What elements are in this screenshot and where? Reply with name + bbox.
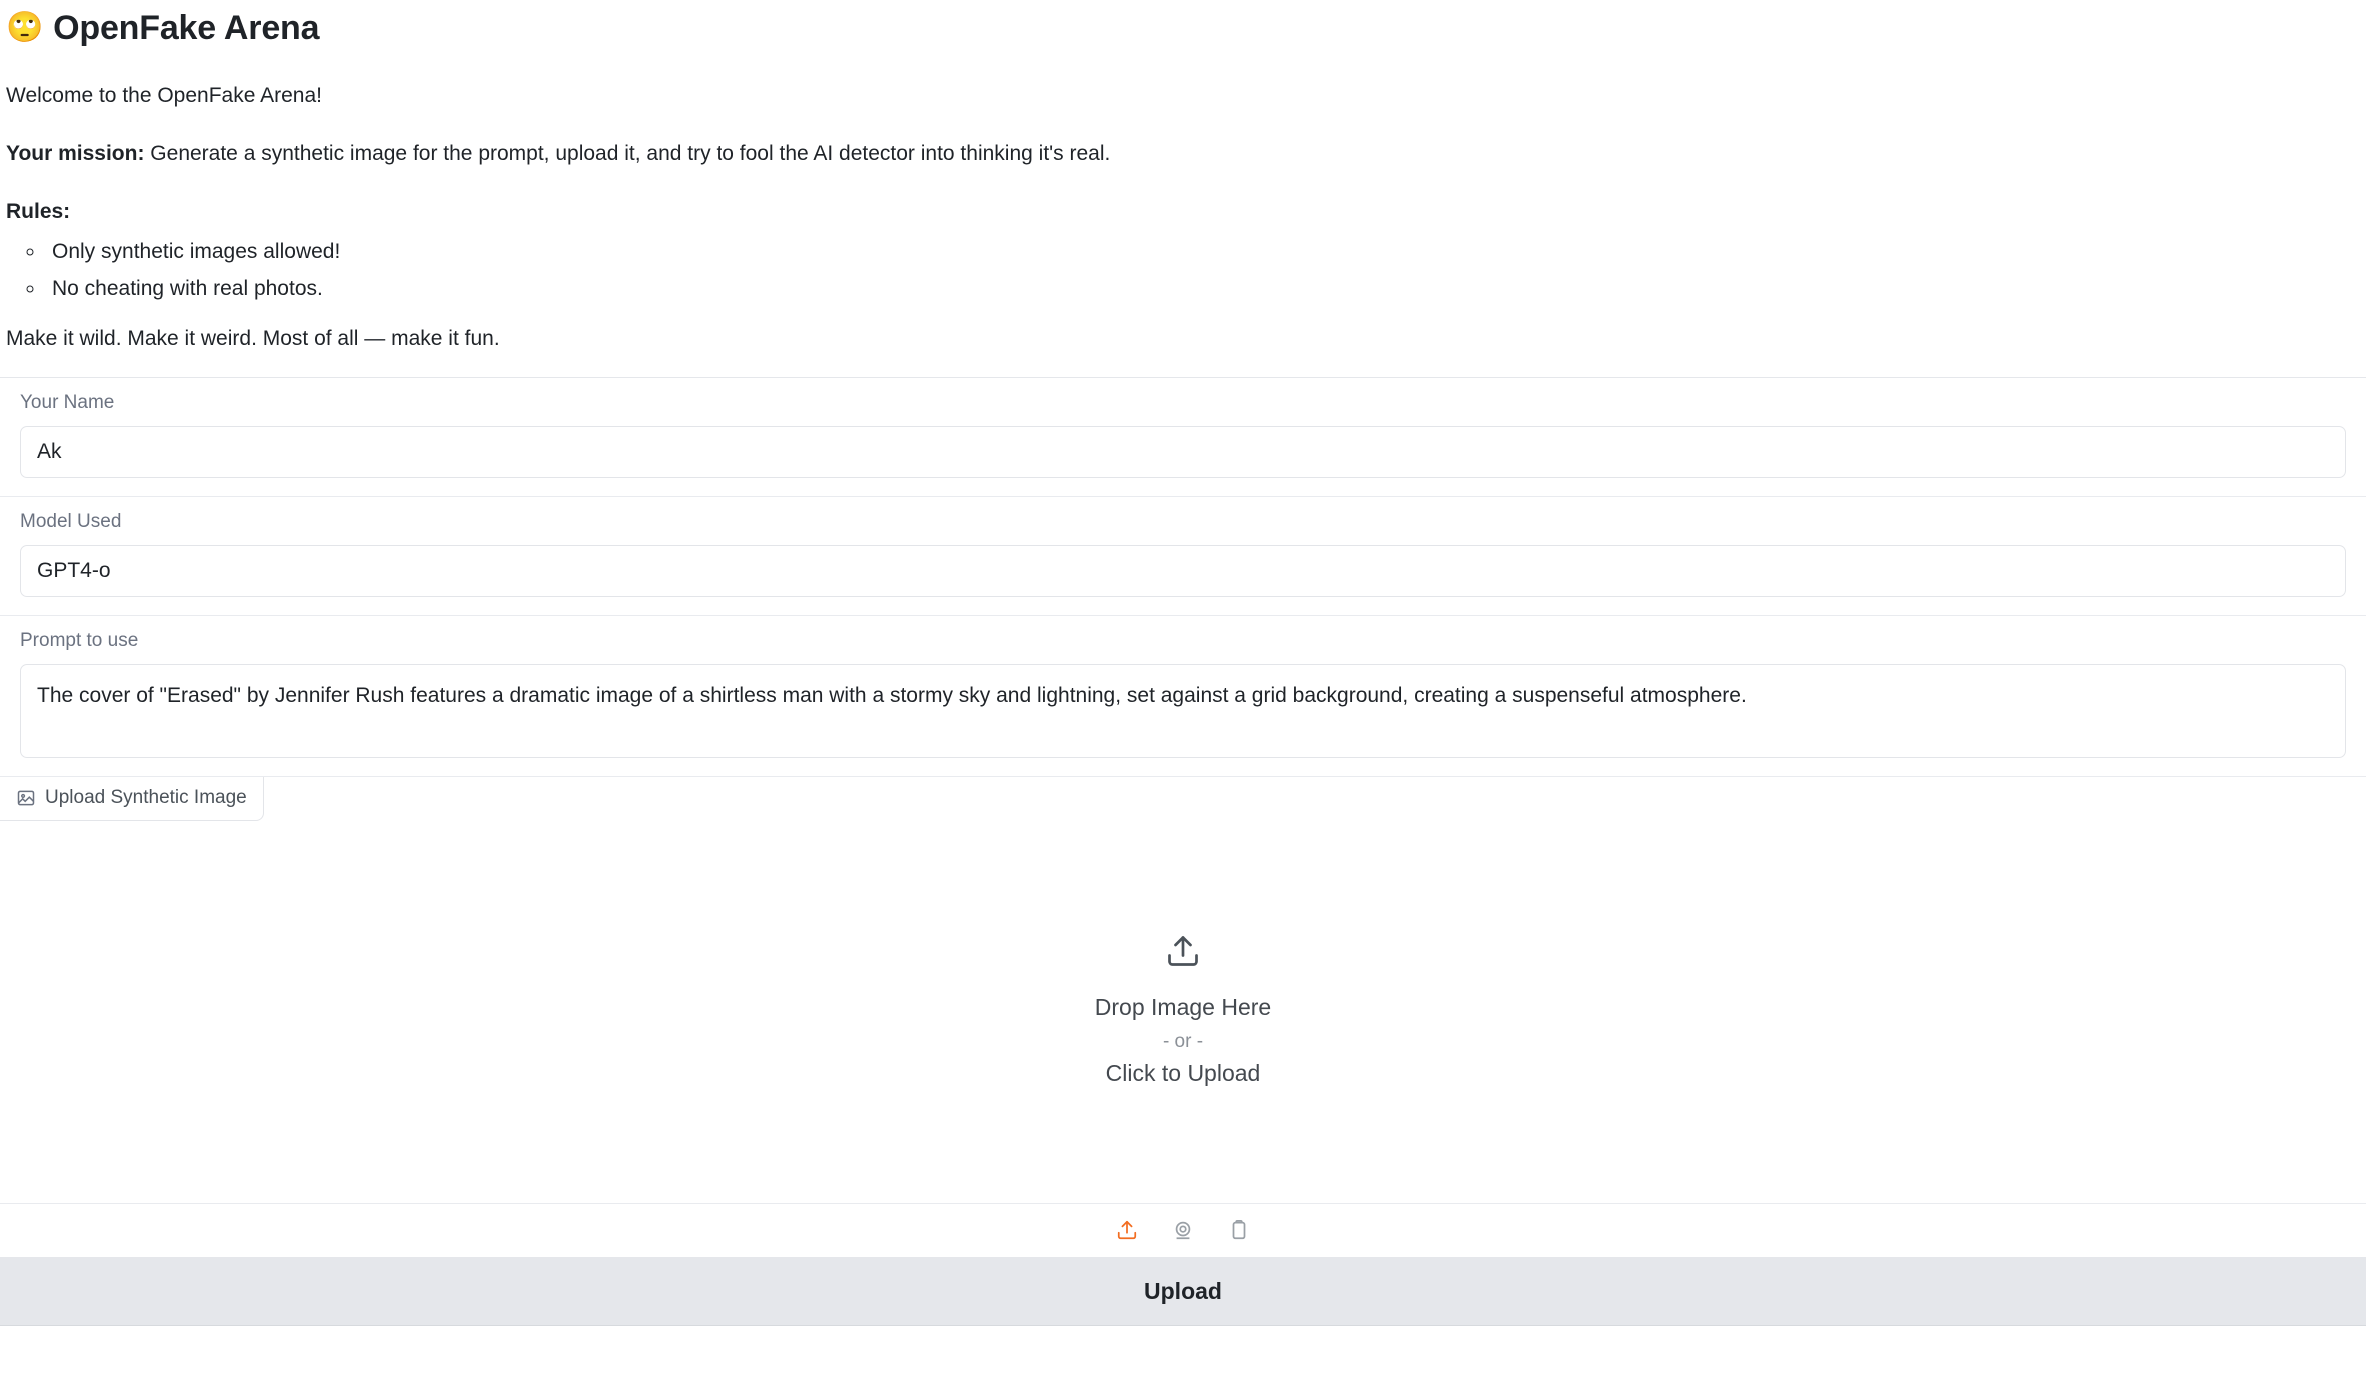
dropzone-main-text: Drop Image Here bbox=[1094, 994, 1272, 1021]
app-root bbox=[0, 8, 2366, 1326]
rules-list bbox=[6, 240, 2360, 301]
model-field-block bbox=[0, 497, 2366, 616]
upload-source-bar bbox=[0, 1203, 2366, 1257]
page-title bbox=[6, 8, 2360, 49]
upload-section bbox=[0, 777, 2366, 1258]
intro-section bbox=[0, 8, 2366, 351]
webcam-source-button[interactable] bbox=[1170, 1217, 1196, 1243]
tab-upload-synthetic-image[interactable] bbox=[0, 777, 264, 821]
rules-heading: Rules: bbox=[6, 199, 71, 223]
rolling-eyes-emoji-icon: 🙄 bbox=[6, 11, 44, 45]
page-title-text: OpenFake Arena bbox=[53, 9, 320, 47]
form-section bbox=[0, 377, 2366, 1259]
mission-text bbox=[6, 142, 2360, 166]
closing-text: Make it wild. Make it weird. Most of all — make it fun. bbox=[6, 326, 500, 350]
clipboard-source-button[interactable] bbox=[1226, 1217, 1252, 1243]
name-input[interactable] bbox=[20, 426, 2346, 478]
prompt-textarea[interactable] bbox=[20, 664, 2346, 758]
dropzone-click-text: Click to Upload bbox=[1105, 1059, 1261, 1086]
model-field-label: Model Used bbox=[20, 510, 122, 532]
upload-submit-label: Upload bbox=[1144, 1277, 1222, 1304]
welcome-text: Welcome to the OpenFake Arena! bbox=[6, 83, 322, 107]
mission-lead: Your mission: bbox=[6, 141, 145, 165]
upload-tabbar bbox=[0, 777, 2366, 821]
name-field-block bbox=[0, 378, 2366, 497]
upload-submit-button[interactable] bbox=[0, 1259, 2366, 1326]
upload-source-button[interactable] bbox=[1114, 1217, 1140, 1243]
name-field-label: Your Name bbox=[20, 391, 115, 413]
image-dropzone[interactable] bbox=[0, 821, 2366, 1203]
tab-upload-synthetic-image-label: Upload Synthetic Image bbox=[45, 786, 247, 808]
list-item: ◦ Only synthetic images allowed! bbox=[46, 240, 2360, 264]
image-icon bbox=[16, 788, 36, 808]
model-input[interactable] bbox=[20, 545, 2346, 597]
list-item: ◦ No cheating with real photos. bbox=[46, 277, 2360, 301]
mission-body: Generate a synthetic image for the prompt, upload it, and try to fool the AI detector into thinking it's real. bbox=[144, 141, 1111, 165]
upload-icon bbox=[1165, 933, 1201, 969]
prompt-field-label: Prompt to use bbox=[20, 629, 139, 651]
dropzone-or-text: - or - bbox=[1162, 1030, 1204, 1052]
prompt-field-block bbox=[0, 616, 2366, 777]
